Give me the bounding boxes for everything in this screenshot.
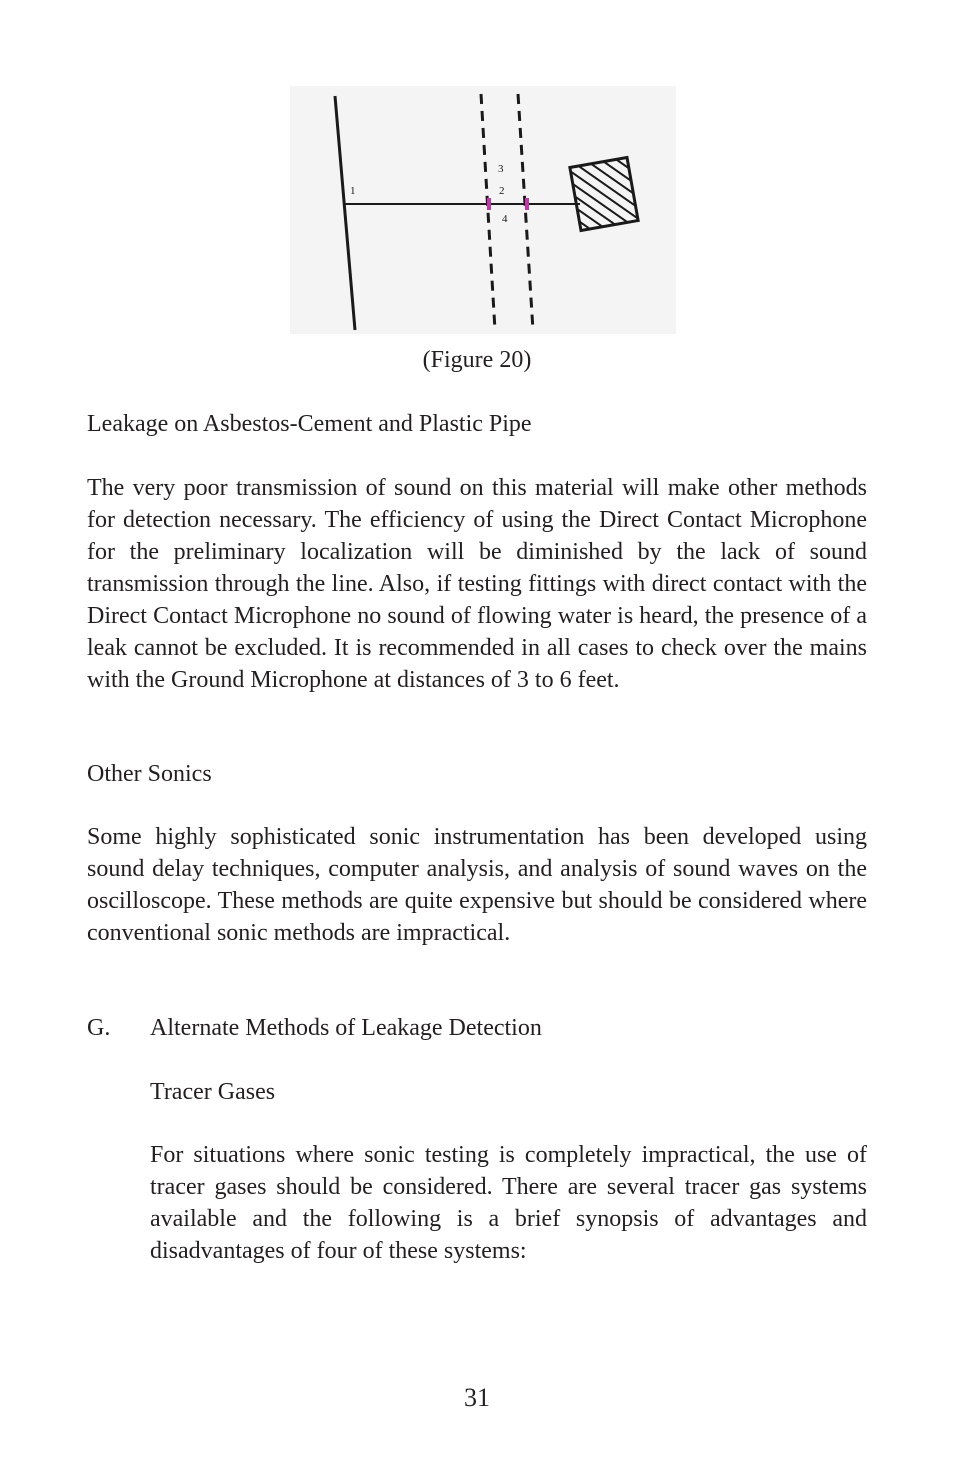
solid-vertical-line <box>335 96 355 330</box>
page-number: 31 <box>464 1383 490 1412</box>
heading-tracer-gases: Tracer Gases <box>150 1079 276 1105</box>
section-letter: G. <box>87 1015 111 1041</box>
figure-20-diagram <box>290 86 676 334</box>
dashed-line-left <box>481 94 495 330</box>
paragraph-leakage: The very poor transmission of sound on this material will make other methods for detection necessary. The efficiency of using the Direct Contact Microphone for the preliminary localization will be diminished by the lack of sound transmission through the line. Also, if testing fittings with direct contact with the Direct Contact Microphone no sound of flowing water is heard, the presence of a leak cannot be excluded. It is recommended in all cases to check over the mains with the Ground Microphone at distances of 3 to 6 feet. <box>87 475 867 693</box>
marker-left <box>487 198 491 210</box>
figure-caption: (Figure 20) <box>422 347 532 373</box>
heading-other-sonics: Other Sonics <box>87 761 212 787</box>
paragraph-other-sonics: Some highly sophisticated sonic instrumentation has been developed using sound delay techniques, computer analysis, and analysis of sound waves on the oscilloscope. These methods are quite expensive but should be considered where conventional sonic methods are impractical. <box>87 824 867 946</box>
point-label-1: 1 <box>350 185 356 197</box>
dashed-line-right <box>518 94 533 330</box>
marker-right <box>525 198 529 210</box>
pipe-diagram-svg <box>290 86 676 334</box>
hatched-square <box>570 157 638 230</box>
point-label-2: 2 <box>499 185 505 197</box>
point-label-3: 3 <box>498 163 504 175</box>
section-title: Alternate Methods of Leakage Detection <box>150 1015 542 1041</box>
point-label-4: 4 <box>502 213 508 225</box>
paragraph-tracer-gases: For situations where sonic testing is completely impractical, the use of tracer gases should be considered. There are several tracer gas systems available and the following is a brief synopsis of advantages and disadvantages of four of these systems: <box>150 1142 867 1264</box>
heading-leakage-asbestos-cement: Leakage on Asbestos-Cement and Plastic Pipe <box>87 411 532 437</box>
